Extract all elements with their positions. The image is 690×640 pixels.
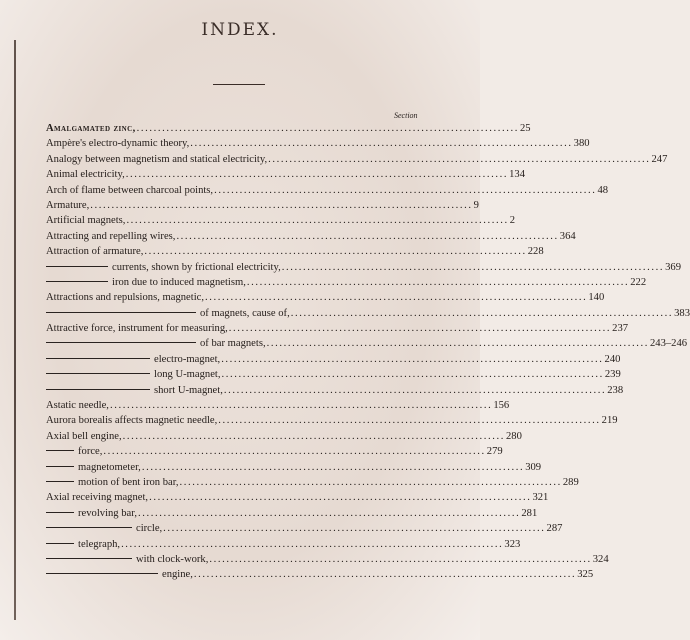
index-entry	[46, 184, 609, 200]
dot-leader: ..........................................................................................	[176, 230, 559, 242]
dot-leader: ..........................................................................................	[228, 323, 612, 335]
entry-text: Arch of flame between charcoal points,	[46, 184, 214, 196]
dot-leader: ..........................................................................................	[121, 538, 504, 550]
ditto-dash	[46, 281, 108, 282]
index-entry	[46, 338, 688, 353]
dot-leader: ..........................................................................................	[109, 400, 493, 412]
dot-leader: ..........................................................................................	[281, 261, 665, 273]
section-number: 240	[604, 353, 621, 365]
index-entry	[46, 276, 647, 292]
entry-text: of magnets, cause of,	[200, 307, 290, 319]
dot-leader: ..........................................................................................	[125, 169, 509, 181]
section-number: 281	[521, 507, 538, 519]
section-number: 140	[588, 292, 605, 304]
index-entry	[46, 169, 525, 184]
entry-text: Attractions and repulsions, magnetic,	[46, 292, 204, 304]
index-entry	[46, 369, 621, 384]
dot-leader: ..........................................................................................	[149, 492, 532, 504]
entry-text: circle,	[136, 523, 163, 535]
index-entry	[46, 492, 549, 507]
entry-text: with clock-work,	[136, 553, 209, 565]
index-entry	[46, 323, 629, 338]
section-number: 323	[504, 538, 521, 550]
dot-leader: ..........................................................................................	[163, 523, 546, 535]
index-entry	[46, 138, 590, 153]
section-number: 369	[665, 261, 682, 273]
index-entry	[46, 476, 579, 492]
dot-leader: ..........................................................................................	[209, 553, 592, 565]
ditto-dash	[46, 266, 108, 267]
entry-text: magnetometer,	[78, 461, 141, 473]
title-rule	[213, 84, 265, 85]
section-column-header: Section	[394, 111, 418, 120]
section-number: 309	[525, 461, 542, 473]
dot-leader: ..........................................................................................	[141, 461, 525, 473]
dot-leader: ..........................................................................................	[122, 430, 505, 442]
section-number: 222	[630, 276, 647, 288]
entry-text: Artificial magnets,	[46, 215, 126, 227]
ditto-dash	[46, 543, 74, 544]
section-number: 383	[674, 307, 690, 319]
dot-leader: ..........................................................................................	[221, 353, 604, 365]
index-entry	[46, 461, 542, 477]
index-entry	[46, 292, 605, 307]
section-number: 134	[509, 169, 525, 181]
entry-text: Ampère's electro-dynamic theory,	[46, 138, 190, 150]
entry-text: Attracting and repelling wires,	[46, 230, 176, 242]
section-number: 228	[527, 246, 544, 258]
section-number: 279	[486, 446, 503, 458]
ditto-dash	[46, 527, 132, 528]
section-number: 325	[577, 569, 594, 581]
entry-text: Analogy between magnetism and statical electricity,	[46, 153, 268, 165]
dot-leader: ..........................................................................................	[221, 369, 604, 381]
entry-text: Axial bell engine,	[46, 430, 122, 442]
index-entry	[46, 523, 563, 538]
section-number: 238	[607, 384, 624, 396]
ditto-dash	[46, 389, 150, 390]
entry-text: revolving bar,	[78, 507, 137, 519]
ditto-dash	[46, 558, 132, 559]
entry-text: long U-magnet,	[154, 369, 221, 381]
dot-leader: ..........................................................................................	[138, 507, 521, 519]
index-entry	[46, 446, 503, 461]
section-number: 280	[505, 430, 522, 442]
entry-text: Axial receiving magnet,	[46, 492, 149, 504]
dot-leader: ..........................................................................................	[126, 215, 509, 227]
index-entry	[46, 569, 594, 584]
index-entry	[46, 230, 576, 246]
entry-text: engine,	[162, 569, 193, 581]
dot-leader: ..........................................................................................	[190, 138, 573, 150]
index-entry	[46, 215, 516, 230]
index-entries	[46, 123, 690, 585]
index-entry	[46, 384, 624, 400]
section-number: 364	[559, 230, 576, 242]
section-number: 289	[562, 476, 579, 488]
index-entry	[46, 507, 538, 523]
entry-text: force,	[78, 446, 103, 458]
entry-text: currents, shown by frictional electricity,	[112, 261, 281, 273]
dot-leader: ..........................................................................................	[193, 569, 577, 581]
section-number: 219	[601, 415, 618, 427]
dot-leader: ..........................................................................................	[214, 184, 597, 196]
binding-fold	[14, 40, 16, 620]
entry-text: iron due to induced magnetism,	[112, 276, 246, 288]
page-title: INDEX.	[201, 20, 279, 40]
entry-text: Animal electricity,	[46, 169, 125, 181]
entry-text: motion of bent iron bar,	[78, 476, 179, 488]
section-number: 239	[604, 369, 621, 381]
section-number: 321	[532, 492, 549, 504]
entry-text: of bar magnets,	[200, 338, 266, 350]
index-entry	[46, 307, 690, 323]
index-entry	[46, 430, 522, 446]
section-number: 9	[473, 199, 479, 211]
index-entry	[46, 353, 621, 369]
section-number: 2	[509, 215, 516, 227]
dot-leader: ..........................................................................................	[179, 476, 562, 488]
section-number: 247	[651, 153, 668, 165]
index-entry	[46, 199, 479, 215]
dot-leader: ..........................................................................................	[223, 384, 607, 396]
dot-leader: ..........................................................................................	[268, 153, 651, 165]
section-number: 25	[519, 123, 531, 134]
entry-text: Attractive force, instrument for measuring,	[46, 323, 228, 335]
dot-leader: ..........................................................................................	[144, 246, 527, 258]
index-entry	[46, 246, 544, 261]
ditto-dash	[46, 312, 196, 313]
section-number: 380	[573, 138, 590, 150]
dot-leader: ..........................................................................................	[246, 276, 630, 288]
dot-leader: ..........................................................................................	[103, 446, 486, 458]
entry-text: telegraph,	[78, 538, 121, 550]
section-number: 243–246	[649, 338, 688, 350]
entry-text: Armature,	[46, 199, 90, 211]
index-entry	[46, 123, 531, 138]
section-number: 156	[493, 400, 510, 412]
ditto-dash	[46, 373, 150, 374]
dot-leader: ..........................................................................................	[136, 123, 519, 134]
index-entry	[46, 153, 668, 169]
ditto-dash	[46, 481, 74, 482]
section-number: 287	[546, 523, 563, 535]
ditto-dash	[46, 450, 74, 451]
entry-text: short U-magnet,	[154, 384, 223, 396]
ditto-dash	[46, 358, 150, 359]
dot-leader: ..........................................................................................	[90, 199, 473, 211]
dot-leader: ..........................................................................................	[205, 292, 588, 304]
entry-text: Amalgamated zinc,	[46, 123, 136, 134]
ditto-dash	[46, 342, 196, 343]
ditto-dash	[46, 466, 74, 467]
ditto-dash	[46, 512, 74, 513]
index-entry	[46, 553, 609, 569]
dot-leader: ..........................................................................................	[266, 338, 649, 350]
index-entry	[46, 261, 682, 277]
section-number: 237	[612, 323, 629, 335]
dot-leader: ..........................................................................................	[290, 307, 674, 319]
entry-text: electro-magnet,	[154, 353, 221, 365]
section-number: 324	[592, 553, 609, 565]
ditto-dash	[46, 573, 158, 574]
index-entry	[46, 415, 618, 430]
entry-text: Attraction of armature,	[46, 246, 144, 258]
section-number: 48	[597, 184, 609, 196]
index-entry	[46, 538, 521, 554]
entry-text: Aurora borealis affects magnetic needle,	[46, 415, 218, 427]
dot-leader: ..........................................................................................	[218, 415, 601, 427]
index-entry	[46, 400, 510, 415]
entry-text: Astatic needle,	[46, 400, 109, 412]
